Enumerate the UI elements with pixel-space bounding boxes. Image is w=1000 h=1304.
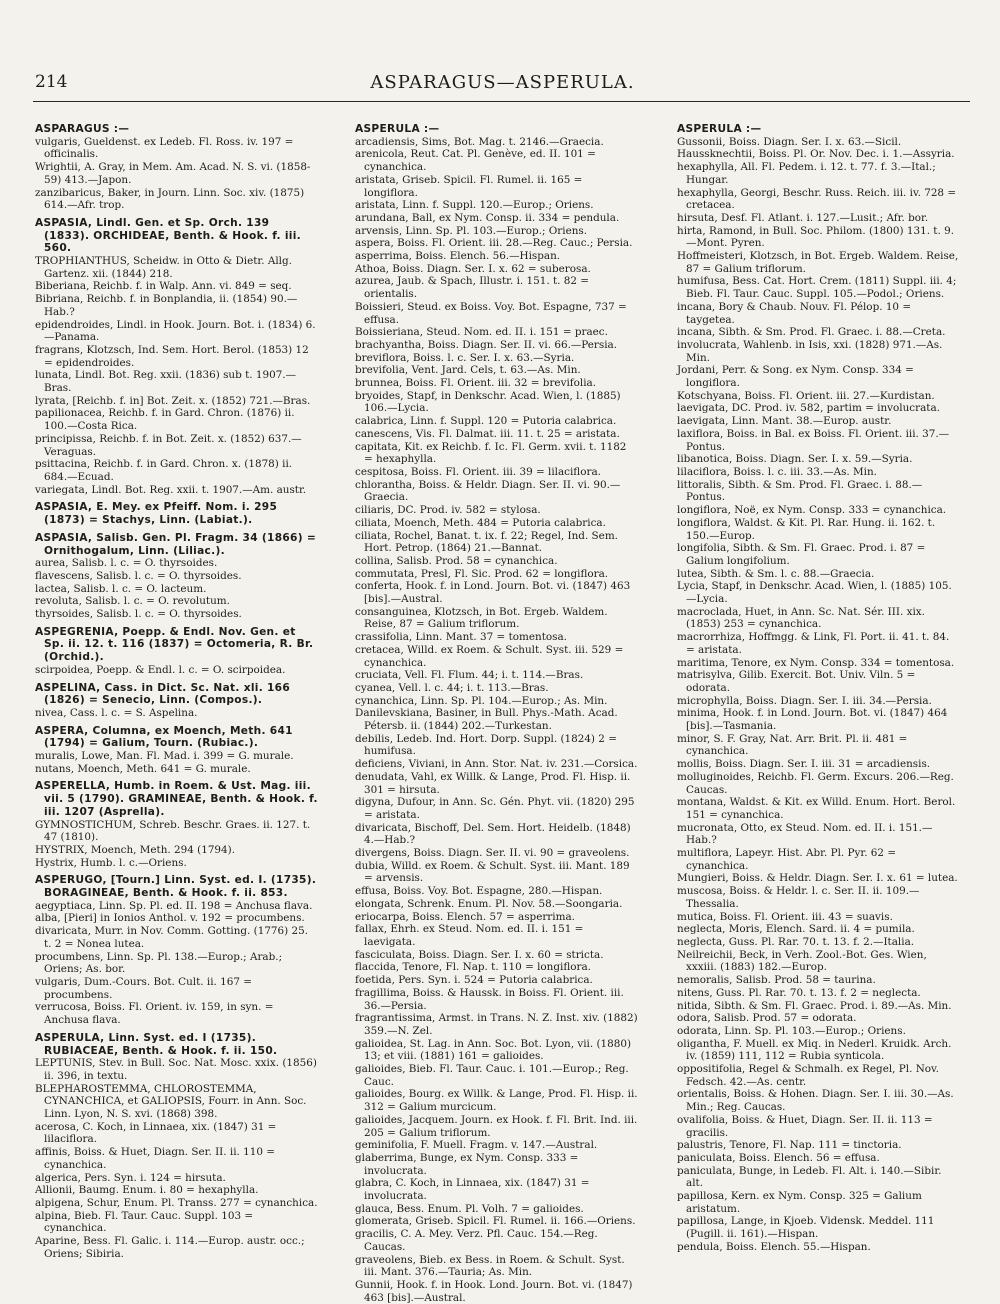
species-entry: maritima, Tenore, ex Nym. Consp. 334 = tomentosa.: [677, 656, 955, 669]
species-entry: calabrica, Linn. f. Suppl. 120 = Putoria calabrica.: [355, 415, 617, 428]
species-entry: brevifolia, Vent. Jard. Cels, t. 63.—As. Min.: [355, 364, 581, 377]
species-entry: psittacina, Reichb. f. in Gard. Chron. x. (1878) ii. 684.—Ecuad.: [35, 458, 293, 483]
species-entry: arvensis, Linn. Sp. Pl. 103.—Europ.; Oriens.: [355, 224, 588, 237]
species-entry: neglecta, Moris, Elench. Sard. ii. 4 = pumila.: [677, 923, 915, 936]
species-entry: ovalifolia, Boiss. & Huet, Diagn. Ser. II. ii. 113 = gracilis.: [677, 1113, 933, 1139]
species-entry: minima, Hook. f. in Lond. Journ. Bot. vi. (1847) 464 [bis].—Tasmania.: [677, 707, 948, 733]
species-entry: lyrata, [Reichb. f. in] Bot. Zeit. x. (1852) 721.—Bras.: [35, 394, 311, 407]
species-entry: orientalis, Boiss. & Hohen. Diagn. Ser. I. iii. 30.—As. Min.; Reg. Caucas.: [677, 1088, 954, 1114]
species-entry: montana, Waldst. & Kit. ex Willd. Enum. Hort. Berol. 151 = cynanchica.: [677, 796, 956, 821]
species-entry: chlorantha, Boiss. & Heldr. Diagn. Ser. II. vi. 90.—Graecia.: [355, 478, 621, 504]
species-entry: acerosa, C. Koch, in Linnaea, xix. (1847) 31 = lilaciflora.: [35, 1120, 277, 1146]
species-entry: arcadiensis, Sims, Bot. Mag. t. 2146.—Graecia.: [355, 135, 604, 148]
species-entry: laxiflora, Boiss. in Bal. ex Boiss. Fl. Orient. iii. 37.—Pontus.: [677, 427, 950, 453]
column-1: [35, 118, 318, 1278]
genus-heading: ASPERUGO, [Tourn.] Linn. Syst. ed. I. (1735). BORAGINEAE, Benth. & Hook. f. ii. 853.: [35, 874, 317, 900]
species-entry: glabra, C. Koch, in Linnaea, xix. (1847) 31 = involucrata.: [355, 1177, 590, 1203]
species-entry: Hystrix, Humb. l. c.—Oriens.: [35, 856, 187, 869]
species-entry: longifolia, Sibth. & Sm. Fl. Graec. Prod. i. 87 = Galium longifolium.: [677, 542, 926, 567]
species-entry: Jordani, Perr. & Song. ex Nym. Consp. 334 = longiflora.: [677, 364, 914, 390]
species-entry: arenicola, Reut. Cat. Pl. Genève, ed. II. 101 = cynanchica.: [355, 148, 596, 174]
column-3: [677, 118, 960, 1278]
running-title: ASPARAGUS—ASPERULA.: [370, 72, 635, 93]
species-entry: minor, S. F. Gray, Nat. Arr. Brit. Pl. ii. 481 = cynanchica.: [677, 732, 908, 758]
species-entry: galioides, Bourg. ex Willk. & Lange, Prod. Fl. Hisp. ii. 312 = Galium murcicum.: [355, 1088, 638, 1114]
species-entry: collina, Salisb. Prod. 58 = cynanchica.: [355, 554, 558, 567]
species-entry: galioidea, St. Lag. in Ann. Soc. Bot. Lyon, vii. (1880) 13; et viii. (1881) 161 = galioides.: [355, 1037, 632, 1063]
species-entry: cretacea, Willd. ex Roem. & Schult. Syst. iii. 529 = cynanchica.: [355, 643, 624, 669]
species-entry: odora, Salisb. Prod. 57 = odorata.: [677, 1012, 857, 1025]
genus-heading: ASPARAGUS :—: [35, 123, 130, 135]
species-entry: vulgaris, Dum.-Cours. Bot. Cult. ii. 167 = procumbens.: [35, 976, 252, 1001]
species-entry: longiflora, Waldst. & Kit. Pl. Rar. Hung. ii. 162. t. 150.—Europ.: [677, 516, 936, 542]
species-entry: galioides, Bieb. Fl. Taur. Cauc. i. 101.—Europ.; Reg. Cauc.: [355, 1063, 629, 1088]
species-entry: crassifolia, Linn. Mant. 37 = tomentosa.: [355, 631, 567, 644]
species-entry: epidendroides, Lindl. in Hook. Journ. Bot. i. (1834) 6.—Panama.: [35, 318, 316, 344]
species-entry: cynanchica, Linn. Sp. Pl. 104.—Europ.; As. Min.: [355, 694, 608, 707]
species-entry: Haussknechtii, Boiss. Pl. Or. Nov. Dec. i. 1.—Assyria.: [677, 148, 955, 161]
species-entry: TROPHIANTHUS, Scheidw. in Otto & Dietr. Allg. Gartenz. xii. (1844) 218.: [35, 255, 292, 280]
genus-heading: ASPELINA, Cass. in Dict. Sc. Nat. xli. 166 (1826) = Senecio, Linn. (Compos.).: [35, 681, 291, 707]
species-entry: cruciata, Vell. Fl. Flum. 44; i. t. 114.—Bras.: [355, 669, 584, 682]
species-entry: geminifolia, F. Muell. Fragm. v. 147.—Austral.: [355, 1139, 598, 1152]
species-entry: consanguinea, Klotzsch, in Bot. Ergeb. Waldem. Reise, 87 = Galium triflorum.: [355, 605, 608, 631]
species-entry: paniculata, Bunge, in Ledeb. Fl. Alt. i. 140.—Sibir. alt.: [677, 1164, 942, 1190]
species-entry: divergens, Boiss. Diagn. Ser. II. vi. 90 = graveolens.: [355, 847, 630, 860]
species-entry: littoralis, Sibth. & Sm. Prod. Fl. Graec. i. 88.—Pontus.: [677, 478, 923, 504]
species-entry: glauca, Bess. Enum. Pl. Volh. 7 = galioides.: [355, 1202, 584, 1215]
page-number: 214: [35, 72, 68, 92]
species-entry: galioides, Jacquem. Journ. ex Hook. f. Fl. Brit. Ind. iii. 205 = Galium triflorum.: [355, 1113, 638, 1139]
genus-heading: ASPERULA, Linn. Syst. ed. I (1735). RUBIACEAE, Benth. & Hook. f. ii. 150.: [35, 1031, 278, 1057]
species-entry: hexaphylla, All. Fl. Pedem. i. 12. t. 77. f. 3.—Ital.; Hungar.: [677, 161, 936, 186]
species-entry: BLEPHAROSTEMMA, CHLOROSTEMMA, CYNANCHICA, et GALIOPSIS, Fourr. in Ann. Soc. Linn. Lyon, N. S. xvi. (1868) 398.: [35, 1082, 307, 1121]
species-entry: denudata, Vahl, ex Willk. & Lange, Prod. Fl. Hisp. ii. 301 = hirsuta.: [355, 770, 631, 796]
species-entry: zanzibaricus, Baker, in Journ. Linn. Soc. xiv. (1875) 614.—Afr. trop.: [35, 186, 305, 212]
species-entry: Biberiana, Reichb. f. in Walp. Ann. vi. 849 = seq.: [35, 280, 292, 293]
species-entry: nemoralis, Salisb. Prod. 58 = taurina.: [677, 974, 876, 987]
species-entry: divaricata, Bischoff, Del. Sem. Hort. Heidelb. (1848) 4.—Hab.?: [355, 821, 631, 847]
genus-heading: ASPASIA, E. Mey. ex Pfeiff. Nom. i. 295 (1873) = Stachys, Linn. (Labiat.).: [35, 501, 278, 527]
header-rule: [33, 101, 970, 102]
species-entry: nutans, Moench, Meth. 641 = G. murale.: [35, 762, 251, 775]
species-entry: graveolens, Bieb. ex Bess. in Roem. & Schult. Syst. iii. Mant. 376.—Tauria; As. Min.: [355, 1253, 625, 1279]
species-entry: involucrata, Wahlenb. in Isis, xxi. (1828) 971.—As. Min.: [677, 338, 943, 364]
species-entry: algerica, Pers. Syn. i. 124 = hirsuta.: [35, 1171, 226, 1184]
species-entry: multiflora, Lapeyr. Hist. Abr. Pl. Pyr. 62 = cynanchica.: [677, 847, 897, 872]
species-entry: effusa, Boiss. Voy. Bot. Espagne, 280.—Hispan.: [355, 885, 603, 898]
species-entry: foetida, Pers. Syn. i. 524 = Putoria calabrica.: [355, 974, 593, 987]
species-entry: affinis, Boiss. & Huet, Diagn. Ser. II. ii. 110 = cynanchica.: [35, 1146, 275, 1171]
species-entry: microphylla, Boiss. Diagn. Ser. I. iii. 34.—Persia.: [677, 694, 932, 707]
genus-heading: ASPASIA, Salisb. Gen. Pl. Fragm. 34 (1866) = Ornithogalum, Linn. (Liliac.).: [35, 531, 317, 557]
species-entry: papillosa, Kern. ex Nym. Consp. 325 = Galium aristatum.: [677, 1190, 922, 1215]
species-entry: incana, Bory & Chaub. Nouv. Fl. Pélop. 10 = taygetea.: [677, 300, 912, 326]
species-entry: canescens, Vis. Fl. Dalmat. iii. 11. t. 25 = aristata.: [355, 427, 620, 440]
species-entry: libanotica, Boiss. Diagn. Ser. I. x. 59.—Syria.: [677, 453, 913, 466]
species-entry: Kotschyana, Boiss. Fl. Orient. iii. 27.—Kurdistan.: [677, 389, 935, 402]
species-entry: capitata, Kit. ex Reichb. f. Ic. Fl. Germ. xvii. t. 1182 = hexaphylla.: [355, 440, 627, 466]
species-entry: Gunnii, Hook. f. in Hook. Lond. Journ. Bot. vi. (1847) 463 [bis].—Austral.: [355, 1278, 633, 1304]
species-entry: muscosa, Boiss. & Heldr. l. c. Ser. II. ii. 109.—Thessalia.: [677, 885, 920, 910]
species-entry: papillosa, Lange, in Kjoeb. Vidensk. Meddel. 111 (Pugill. ii. 161).—Hispan.: [677, 1215, 935, 1241]
species-entry: nitida, Sibth. & Sm. Fl. Graec. Prod. i. 89.—As. Min.: [677, 999, 952, 1012]
species-entry: nitens, Guss. Pl. Rar. 70. t. 13. f. 2 = neglecta.: [677, 986, 921, 999]
species-entry: Boissieri, Steud. ex Boiss. Voy. Bot. Espagne, 737 = effusa.: [355, 300, 627, 326]
species-entry: macrorrhiza, Hoffmgg. & Link, Fl. Port. ii. 41. t. 84. = aristata.: [677, 631, 950, 656]
species-entry: incana, Sibth. & Sm. Prod. Fl. Graec. i. 88.—Creta.: [677, 326, 946, 339]
species-entry: laevigata, DC. Prod. iv. 582, partim = involucrata.: [677, 402, 940, 415]
species-entry: azurea, Jaub. & Spach, Illustr. i. 151. t. 82 = orientalis.: [355, 275, 589, 301]
species-entry: fasciculata, Boiss. Diagn. Ser. I. x. 60 = stricta.: [355, 948, 604, 961]
species-entry: divaricata, Murr. in Nov. Comm. Gotting. (1776) 25. t. 2 = Nonea lutea.: [35, 925, 309, 950]
species-entry: aspera, Boiss. Fl. Orient. iii. 28.—Reg. Cauc.; Persia.: [355, 237, 633, 250]
page-header: [35, 72, 970, 102]
species-entry: hirta, Ramond, in Bull. Soc. Philom. (1800) 131. t. 9.—Mont. Pyren.: [677, 224, 955, 250]
species-entry: verrucosa, Boiss. Fl. Orient. iv. 159, in syn. = Anchusa flava.: [35, 1001, 274, 1027]
species-entry: Neilreichii, Beck, in Verh. Zool.-Bot. Ges. Wien, xxxiii. (1883) 182.—Europ.: [677, 948, 927, 974]
species-entry: laevigata, Linn. Mant. 38.—Europ. austr.: [677, 415, 892, 428]
species-entry: asperrima, Boiss. Elench. 56.—Hispan.: [355, 250, 561, 263]
species-entry: alpigena, Schur, Enum. Pl. Transs. 277 = cynanchica.: [35, 1196, 318, 1209]
species-entry: neglecta, Guss. Pl. Rar. 70. t. 13. f. 2.—Italia.: [677, 936, 915, 948]
species-entry: aristata, Linn. f. Suppl. 120.—Europ.; Oriens.: [355, 199, 594, 212]
species-entry: debilis, Ledeb. Ind. Hort. Dorp. Suppl. (1824) 2 = humifusa.: [355, 732, 617, 758]
species-entry: LEPTUNIS, Stev. in Bull. Soc. Nat. Mosc. xxix. (1856) ii. 396, in textu.: [35, 1057, 317, 1082]
species-entry: aurea, Salisb. l. c. = O. thyrsoides.: [35, 557, 218, 570]
species-entry: lactea, Salisb. l. c. = O. lacteum.: [35, 582, 207, 595]
species-entry: cespitosa, Boiss. Fl. Orient. iii. 39 = lilaciflora.: [355, 465, 601, 478]
species-entry: vulgaris, Gueldenst. ex Ledeb. Fl. Ross. iv. 197 = officinalis.: [35, 135, 294, 161]
species-entry: hexaphylla, Georgi, Beschr. Russ. Reich. iii. iv. 728 = cretacea.: [677, 186, 957, 212]
species-entry: Gussonii, Boiss. Diagn. Ser. I. x. 63.—Sicil.: [677, 135, 902, 148]
species-entry: pendula, Boiss. Elench. 55.—Hispan.: [677, 1240, 871, 1253]
species-entry: glaberrima, Bunge, ex Nym. Consp. 333 = involucrata.: [355, 1151, 579, 1177]
species-entry: alba, [Pieri] in Ionios Anthol. v. 192 = procumbens.: [35, 912, 305, 925]
species-entry: thyrsoides, Salisb. l. c. = O. thyrsoides.: [35, 608, 242, 621]
species-entry: bryoides, Stapf, in Denkschr. Acad. Wien, l. (1885) 106.—Lycia.: [355, 389, 621, 415]
genus-heading: ASPERA, Columna, ex Moench, Meth. 641 (1794) = Galium, Tourn. (Rubiac.).: [35, 724, 293, 750]
species-entry: fallax, Ehrh. ex Steud. Nom. ed. II. i. 151 = laevigata.: [355, 923, 584, 948]
species-entry: cyanea, Vell. l. c. 44; i. t. 113.—Bras.: [355, 681, 549, 694]
species-entry: ciliata, Rochel, Banat. t. ix. f. 22; Regel, Ind. Sem. Hort. Petrop. (1864) 21.—Bannat.: [355, 529, 618, 555]
species-entry: muralis, Lowe, Man. Fl. Mad. i. 399 = G. murale.: [35, 750, 294, 763]
column-2: [355, 118, 638, 1304]
species-entry: hirsuta, Desf. Fl. Atlant. i. 127.—Lusit.; Afr. bor.: [677, 211, 929, 224]
species-entry: Mungieri, Boiss. & Heldr. Diagn. Ser. I. x. 61 = lutea.: [677, 872, 958, 885]
genus-heading: ASPERULA :—: [355, 123, 440, 135]
species-entry: flavescens, Salisb. l. c. = O. thyrsoides.: [35, 569, 242, 582]
species-entry: eriocarpa, Boiss. Elench. 57 = asperrima.: [355, 910, 575, 923]
species-entry: Allionii, Baumg. Enum. i. 80 = hexaphylla.: [35, 1184, 259, 1197]
species-entry: deficiens, Viviani, in Ann. Stor. Nat. iv. 231.—Corsica.: [355, 758, 638, 771]
species-entry: mollis, Boiss. Diagn. Ser. I. iii. 31 = arcadiensis.: [677, 758, 931, 771]
species-entry: brachyantha, Boiss. Diagn. Ser. II. vi. 66.—Persia.: [355, 338, 618, 351]
species-entry: dubia, Willd. ex Roem. & Schult. Syst. iii. Mant. 189 = arvensis.: [355, 859, 630, 885]
species-entry: mucronata, Otto, ex Steud. Nom. ed. II. i. 151.—Hab.?: [677, 821, 933, 847]
species-entry: digyna, Dufour, in Ann. Sc. Gén. Phyt. vii. (1820) 295 = aristata.: [355, 796, 635, 821]
species-entry: papilionacea, Reichb. f. in Gard. Chron. (1876) ii. 100.—Costa Rica.: [35, 407, 295, 433]
species-entry: mutica, Boiss. Fl. Orient. iii. 43 = suavis.: [677, 910, 893, 923]
species-entry: principissa, Reichb. f. in Bot. Zeit. x. (1852) 637.—Veraguas.: [35, 432, 302, 458]
species-entry: arundana, Ball, ex Nym. Consp. ii. 334 = pendula.: [355, 211, 620, 224]
species-entry: ciliaris, DC. Prod. iv. 582 = stylosa.: [355, 504, 541, 517]
species-entry: aegyptiaca, Linn. Sp. Pl. ed. II. 198 = Anchusa flava.: [35, 899, 313, 912]
species-entry: matrisylva, Gilib. Exercit. Bot. Univ. Viln. 5 = odorata.: [677, 669, 916, 694]
species-entry: ciliata, Moench, Meth. 484 = Putoria calabrica.: [355, 516, 606, 529]
species-entry: longiflora, Noë, ex Nym. Consp. 333 = cynanchica.: [677, 504, 947, 517]
species-entry: oligantha, F. Muell. ex Miq. in Nederl. Kruidk. Arch. iv. (1859) 111, 112 = Rubia synticola.: [677, 1037, 952, 1063]
species-entry: conferta, Hook. f. in Lond. Journ. Bot. vi. (1847) 463 [bis].—Austral.: [355, 580, 631, 606]
species-entry: brunnea, Boiss. Fl. Orient. iii. 32 = brevifolia.: [355, 377, 597, 390]
species-entry: fragrantissima, Armst. in Trans. N. Z. Inst. xiv. (1882) 359.—N. Zel.: [355, 1012, 638, 1037]
genus-heading: ASPASIA, Lindl. Gen. et Sp. Orch. 139 (1833). ORCHIDEAE, Benth. & Hook. f. iii. 560.: [35, 216, 301, 255]
species-entry: commutata, Presl, Fl. Sic. Prod. 62 = longiflora.: [355, 567, 609, 580]
species-entry: gracilis, C. A. Mey. Verz. Pfl. Cauc. 154.—Reg. Caucas.: [355, 1228, 598, 1253]
species-entry: nivea, Cass. l. c. = S. Aspelina.: [35, 706, 198, 719]
species-entry: oppositifolia, Regel & Schmalh. ex Regel, Pl. Nov. Fedsch. 42.—As. centr.: [677, 1063, 939, 1088]
genus-heading: ASPERELLA, Humb. in Roem. & Ust. Mag. iii. vii. 5 (1790). GRAMINEAE, Benth. & Hook. f. iii. 1207 (Asprella).: [35, 780, 318, 818]
species-entry: Wrightii, A. Gray, in Mem. Am. Acad. N. S. vi. (1858-59) 413.—Japon.: [35, 161, 311, 186]
species-entry: lunata, Lindl. Bot. Reg. xxii. (1836) sub t. 1907.—Bras.: [35, 369, 296, 395]
species-entry: variegata, Lindl. Bot. Reg. xxii. t. 1907.—Am. austr.: [35, 483, 307, 496]
species-entry: procumbens, Linn. Sp. Pl. 138.—Europ.; Arab.; Oriens; As. bor.: [35, 950, 283, 976]
species-entry: HYSTRIX, Moench, Meth. 294 (1794).: [35, 843, 236, 856]
species-entry: elongata, Schrenk. Enum. Pl. Nov. 58.—Soongaria.: [355, 897, 623, 910]
species-entry: Danilevskiana, Basiner, in Bull. Phys.-Math. Acad. Pétersb. ii. (1844) 202.—Turkestan.: [355, 707, 618, 733]
species-entry: Boissieriana, Steud. Nom. ed. II. i. 151 = praec.: [355, 326, 608, 339]
species-entry: Lycia, Stapf, in Denkschr. Acad. Wien, l. (1885) 105.—Lycia.: [677, 580, 952, 606]
genus-heading: ASPEGRENIA, Poepp. & Endl. Nov. Gen. et Sp. ii. 12. t. 116 (1837) = Octomeria, R. Br. (Orchid.).: [35, 625, 314, 664]
species-entry: fragillima, Boiss. & Haussk. in Boiss. Fl. Orient. iii. 36.—Persia.: [355, 986, 624, 1012]
species-entry: alpina, Bieb. Fl. Taur. Cauc. Suppl. 103 = cynanchica.: [35, 1209, 254, 1235]
species-entry: lilaciflora, Boiss. l. c. iii. 33.—As. Min.: [677, 465, 877, 478]
species-entry: odorata, Linn. Sp. Pl. 103.—Europ.; Oriens.: [677, 1024, 906, 1037]
species-entry: flaccida, Tenore, Fl. Nap. t. 110 = longiflora.: [355, 961, 591, 974]
species-entry: breviflora, Boiss. l. c. Ser. I. x. 63.—Syria.: [355, 351, 575, 364]
species-entry: aristata, Griseb. Spicil. Fl. Rumel. ii. 165 = longiflora.: [355, 173, 583, 199]
species-entry: humifusa, Bess. Cat. Hort. Crem. (1811) Suppl. iii. 4; Bieb. Fl. Taur. Cauc. Suppl. 105.—Podol.; Oriens.: [677, 275, 957, 301]
species-entry: Hoffmeisteri, Klotzsch, in Bot. Ergeb. Waldem. Reise, 87 = Galium triflorum.: [677, 250, 959, 275]
species-entry: fragrans, Klotzsch, Ind. Sem. Hort. Berol. (1853) 12 = epidendroides.: [35, 343, 309, 369]
species-entry: molluginoides, Reichb. Fl. Germ. Excurs. 206.—Reg. Caucas.: [677, 770, 954, 796]
species-entry: GYMNOSTICHUM, Schreb. Beschr. Graes. ii. 127. t. 47 (1810).: [35, 818, 311, 844]
species-entry: Bibriana, Reichb. f. in Bonplandia, ii. (1854) 90.—Hab.?: [35, 293, 298, 318]
species-entry: scirpoidea, Poepp. & Endl. l. c. = O. scirpoidea.: [35, 663, 286, 676]
species-entry: Athoa, Boiss. Diagn. Ser. I. x. 62 = suberosa.: [355, 262, 591, 275]
species-entry: macroclada, Huet, in Ann. Sc. Nat. Sér. III. xix. (1853) 253 = cynanchica.: [677, 605, 925, 631]
species-entry: palustris, Tenore, Fl. Nap. 111 = tinctoria.: [677, 1139, 902, 1152]
genus-heading: ASPERULA :—: [677, 123, 762, 135]
species-entry: paniculata, Boiss. Elench. 56 = effusa.: [677, 1151, 880, 1164]
species-entry: lutea, Sibth. & Sm. l. c. 88.—Graecia.: [677, 567, 875, 580]
species-entry: Aparine, Bess. Fl. Galic. i. 114.—Europ. austr. occ.; Oriens; Sibiria.: [35, 1235, 305, 1260]
species-entry: glomerata, Griseb. Spicil. Fl. Rumel. ii. 166.—Oriens.: [355, 1215, 636, 1228]
species-entry: revoluta, Salisb. l. c. = O. revolutum.: [35, 595, 230, 608]
